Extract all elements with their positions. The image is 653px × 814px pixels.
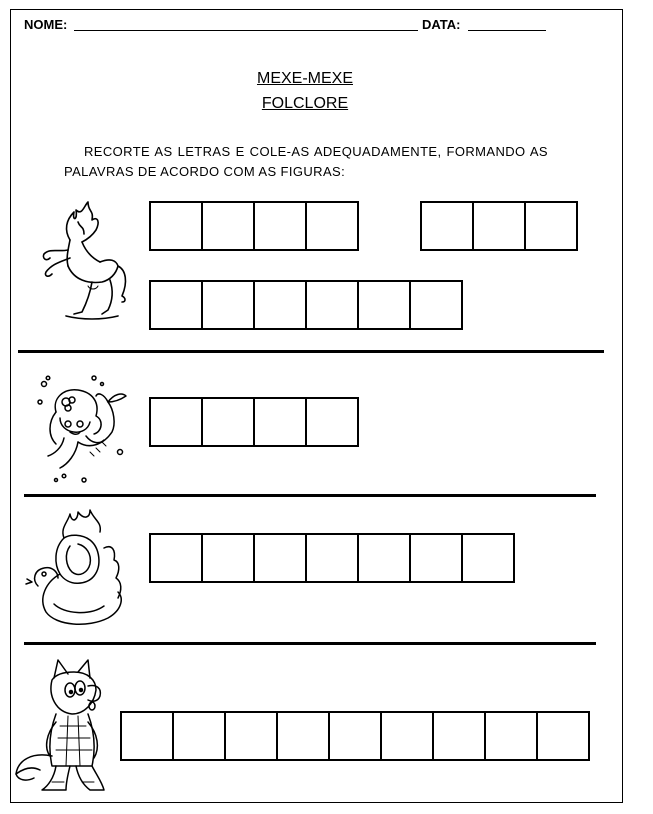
name-field[interactable] bbox=[74, 30, 418, 31]
name-label: NOME: bbox=[24, 17, 68, 32]
letter-box[interactable] bbox=[409, 280, 463, 330]
letter-box[interactable] bbox=[380, 711, 434, 761]
letter-box[interactable] bbox=[420, 201, 474, 251]
letter-box[interactable] bbox=[461, 533, 515, 583]
section-divider bbox=[24, 494, 596, 497]
letter-box[interactable] bbox=[201, 397, 255, 447]
worksheet-title: MEXE-MEXE bbox=[256, 70, 353, 87]
werewolf-illustration bbox=[12, 656, 116, 796]
letter-box[interactable] bbox=[328, 711, 382, 761]
letter-boxes-lobisomem bbox=[120, 711, 588, 761]
date-field[interactable] bbox=[468, 30, 546, 31]
letter-box[interactable] bbox=[120, 711, 174, 761]
mermaid-illustration bbox=[34, 372, 134, 484]
letter-box[interactable] bbox=[524, 201, 578, 251]
letter-box[interactable] bbox=[357, 533, 411, 583]
letter-box[interactable] bbox=[253, 201, 307, 251]
letter-box[interactable] bbox=[305, 280, 359, 330]
letter-box[interactable] bbox=[149, 533, 203, 583]
letter-box[interactable] bbox=[224, 711, 278, 761]
date-label: DATA: bbox=[422, 17, 461, 32]
instructions-text bbox=[64, 142, 548, 182]
letter-box[interactable] bbox=[253, 280, 307, 330]
letter-box[interactable] bbox=[305, 533, 359, 583]
instructions-body: RECORTE AS LETRAS E COLE-AS ADEQUADAMENTE, FORMANDO AS PALAVRAS DE ACORDO COM AS FIGURAS: bbox=[64, 144, 548, 179]
letter-boxes-mula bbox=[149, 201, 357, 251]
letter-box[interactable] bbox=[305, 397, 359, 447]
letter-box[interactable] bbox=[409, 533, 463, 583]
letter-box[interactable] bbox=[253, 533, 307, 583]
worksheet-subtitle: FOLCLORE bbox=[261, 95, 349, 112]
letter-box[interactable] bbox=[253, 397, 307, 447]
letter-box[interactable] bbox=[172, 711, 226, 761]
letter-box[interactable] bbox=[149, 397, 203, 447]
letter-box[interactable] bbox=[357, 280, 411, 330]
letter-box[interactable] bbox=[484, 711, 538, 761]
fire-snake-illustration bbox=[24, 508, 134, 638]
letter-boxes-boitata bbox=[149, 533, 513, 583]
letter-box[interactable] bbox=[201, 533, 255, 583]
letter-box[interactable] bbox=[432, 711, 486, 761]
letter-box[interactable] bbox=[536, 711, 590, 761]
letter-box[interactable] bbox=[472, 201, 526, 251]
letter-box[interactable] bbox=[305, 201, 359, 251]
letter-boxes-iara bbox=[149, 397, 357, 447]
section-divider bbox=[24, 642, 596, 645]
section-divider bbox=[18, 350, 604, 353]
letter-box[interactable] bbox=[276, 711, 330, 761]
letter-box[interactable] bbox=[201, 201, 255, 251]
letter-box[interactable] bbox=[149, 201, 203, 251]
letter-boxes-cabeca bbox=[149, 280, 461, 330]
letter-box[interactable] bbox=[201, 280, 255, 330]
letter-box[interactable] bbox=[149, 280, 203, 330]
letter-boxes-sem bbox=[420, 201, 576, 251]
headless-mule-illustration bbox=[26, 200, 136, 322]
